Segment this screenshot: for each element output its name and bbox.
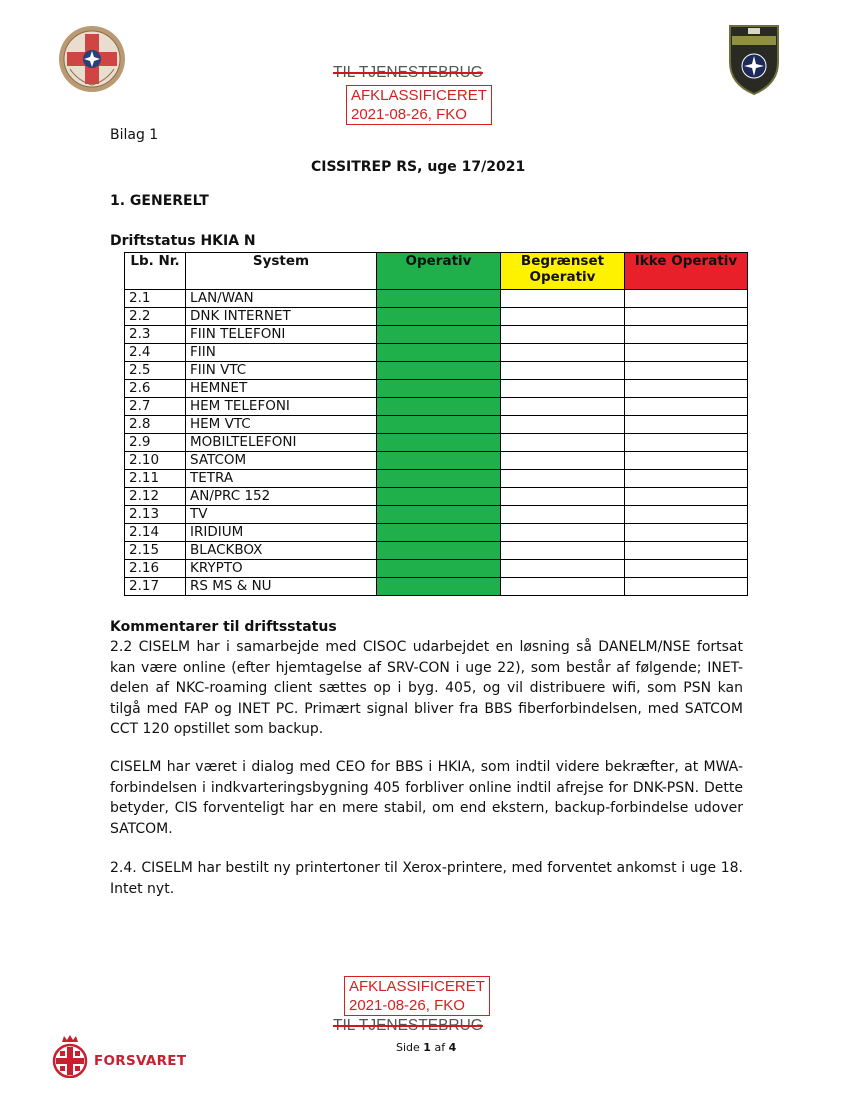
declassified-stamp-top — [346, 85, 492, 125]
row-nr: 2.13 — [125, 506, 186, 524]
table-row — [125, 362, 748, 380]
stamp-line2-bottom: 2021-08-26, FKO — [349, 997, 465, 1014]
row-nr: 2.17 — [125, 578, 186, 596]
row-begraenset-cell — [501, 524, 625, 542]
row-begraenset-cell — [501, 434, 625, 452]
cimic-shield-logo-icon — [58, 25, 126, 93]
row-system: IRIDIUM — [186, 524, 377, 542]
row-operativ-cell — [377, 560, 501, 578]
row-operativ-cell — [377, 380, 501, 398]
row-begraenset-cell — [501, 506, 625, 524]
header-system: System — [186, 253, 377, 290]
table-row — [125, 380, 748, 398]
row-nr: 2.12 — [125, 488, 186, 506]
row-operativ-cell — [377, 398, 501, 416]
row-system: DNK INTERNET — [186, 308, 377, 326]
row-nr: 2.15 — [125, 542, 186, 560]
page-of: af — [434, 1041, 446, 1054]
row-operativ-cell — [377, 506, 501, 524]
table-row — [125, 542, 748, 560]
table-row — [125, 452, 748, 470]
table-row — [125, 578, 748, 596]
header-operativ: Operativ — [377, 253, 501, 290]
row-nr: 2.1 — [125, 290, 186, 308]
page-label: Side — [396, 1041, 420, 1054]
row-begraenset-cell — [501, 578, 625, 596]
row-begraenset-cell — [501, 344, 625, 362]
stamp-line1: AFKLASSIFICERET — [351, 87, 487, 104]
table-row — [125, 488, 748, 506]
row-nr: 2.5 — [125, 362, 186, 380]
status-table — [124, 252, 748, 596]
row-ikke-cell — [625, 344, 748, 362]
row-ikke-cell — [625, 290, 748, 308]
row-operativ-cell — [377, 326, 501, 344]
table-row — [125, 434, 748, 452]
row-system: MOBILTELEFONI — [186, 434, 377, 452]
row-ikke-cell — [625, 560, 748, 578]
row-begraenset-cell — [501, 398, 625, 416]
forsvaret-brand: FORSVARET — [94, 1053, 187, 1069]
table-title: Driftstatus HKIA N — [110, 233, 256, 249]
table-row — [125, 308, 748, 326]
stamp-line2: 2021-08-26, FKO — [351, 106, 467, 123]
row-ikke-cell — [625, 542, 748, 560]
row-begraenset-cell — [501, 488, 625, 506]
row-nr: 2.10 — [125, 452, 186, 470]
row-system: HEM VTC — [186, 416, 377, 434]
row-ikke-cell — [625, 362, 748, 380]
annex-label: Bilag 1 — [110, 127, 159, 143]
row-nr: 2.16 — [125, 560, 186, 578]
row-system: KRYPTO — [186, 560, 377, 578]
table-header-row — [125, 253, 748, 290]
row-system: LAN/WAN — [186, 290, 377, 308]
row-operativ-cell — [377, 416, 501, 434]
row-begraenset-cell — [501, 542, 625, 560]
row-begraenset-cell — [501, 326, 625, 344]
page-number — [396, 1041, 456, 1054]
row-begraenset-cell — [501, 290, 625, 308]
row-ikke-cell — [625, 308, 748, 326]
row-begraenset-cell — [501, 362, 625, 380]
row-operativ-cell — [377, 308, 501, 326]
row-system: SATCOM — [186, 452, 377, 470]
declassified-stamp-bottom — [344, 976, 490, 1016]
row-operativ-cell — [377, 290, 501, 308]
resolute-support-patch-icon — [728, 22, 780, 96]
table-row — [125, 506, 748, 524]
row-ikke-cell — [625, 470, 748, 488]
row-nr: 2.11 — [125, 470, 186, 488]
row-ikke-cell — [625, 524, 748, 542]
row-nr: 2.14 — [125, 524, 186, 542]
row-system: TETRA — [186, 470, 377, 488]
section-heading: 1. GENERELT — [110, 193, 209, 209]
row-begraenset-cell — [501, 470, 625, 488]
row-system: HEMNET — [186, 380, 377, 398]
table-row — [125, 326, 748, 344]
row-operativ-cell — [377, 470, 501, 488]
row-nr: 2.6 — [125, 380, 186, 398]
comment-paragraph-3: 2.4. CISELM har bestilt ny printertoner til Xerox-printere, med forventet ankomst i uge 18. Intet nyt. — [110, 860, 743, 897]
page-current: 1 — [423, 1041, 431, 1054]
document-title: CISSITREP RS, uge 17/2021 — [311, 159, 526, 175]
row-system: AN/PRC 152 — [186, 488, 377, 506]
row-nr: 2.2 — [125, 308, 186, 326]
row-system: FIIN — [186, 344, 377, 362]
row-nr: 2.8 — [125, 416, 186, 434]
row-ikke-cell — [625, 578, 748, 596]
table-row — [125, 290, 748, 308]
classification-strikethrough-bottom: TIL TJENESTEBRUG — [333, 1017, 483, 1034]
row-nr: 2.9 — [125, 434, 186, 452]
stamp-line1-bottom: AFKLASSIFICERET — [349, 978, 485, 995]
row-system: FIIN TELEFONI — [186, 326, 377, 344]
header-lb-nr: Lb. Nr. — [125, 253, 186, 290]
table-row — [125, 524, 748, 542]
row-system: BLACKBOX — [186, 542, 377, 560]
row-begraenset-cell — [501, 416, 625, 434]
row-system: HEM TELEFONI — [186, 398, 377, 416]
row-begraenset-cell — [501, 380, 625, 398]
row-ikke-cell — [625, 416, 748, 434]
row-nr: 2.4 — [125, 344, 186, 362]
row-ikke-cell — [625, 380, 748, 398]
row-operativ-cell — [377, 434, 501, 452]
row-system: FIIN VTC — [186, 362, 377, 380]
header-begraenset: Begrænset Operativ — [501, 253, 625, 290]
row-system: RS MS & NU — [186, 578, 377, 596]
comment-paragraph-2: CISELM har været i dialog med CEO for BBS i HKIA, som indtil videre bekræfter, at MWA-forbindelsen i indkvarteringsbygning 405 forbliver online indtil afrejse for DNK-PSN. Dette betyder, CIS forventeligt har en mere stabil, om end ekstern, backup-forbindelse udover SATCOM. — [110, 759, 743, 837]
table-row — [125, 398, 748, 416]
row-ikke-cell — [625, 326, 748, 344]
row-system: TV — [186, 506, 377, 524]
forsvaret-crown-logo-icon — [50, 1034, 90, 1078]
row-ikke-cell — [625, 434, 748, 452]
row-nr: 2.3 — [125, 326, 186, 344]
table-row — [125, 416, 748, 434]
row-ikke-cell — [625, 506, 748, 524]
row-operativ-cell — [377, 362, 501, 380]
row-operativ-cell — [377, 452, 501, 470]
row-ikke-cell — [625, 488, 748, 506]
row-begraenset-cell — [501, 560, 625, 578]
row-operativ-cell — [377, 542, 501, 560]
table-row — [125, 560, 748, 578]
row-ikke-cell — [625, 452, 748, 470]
row-operativ-cell — [377, 344, 501, 362]
row-operativ-cell — [377, 578, 501, 596]
header-ikke-operativ: Ikke Operativ — [625, 253, 748, 290]
classification-strikethrough-top: TIL TJENESTEBRUG — [333, 64, 483, 81]
page-total: 4 — [448, 1041, 457, 1054]
row-operativ-cell — [377, 524, 501, 542]
row-operativ-cell — [377, 488, 501, 506]
table-row — [125, 470, 748, 488]
row-begraenset-cell — [501, 452, 625, 470]
table-row — [125, 344, 748, 362]
comment-paragraph-1: 2.2 CISELM har i samarbejde med CISOC udarbejdet en løsning så DANELM/NSE fortsat kan være online (efter hjemtagelse af SRV-CON i uge 22), som består af følgende; INET-delen af NKC-roaming client sættes op i byg. 405, og vil distribuere wifi, som PSN kan tilgå med FAP og INET PC. Primært signal bliver fra BBS fiberforbindelsen, med SATCOM CCT 120 opstillet som backup. — [110, 639, 743, 737]
row-nr: 2.7 — [125, 398, 186, 416]
row-ikke-cell — [625, 398, 748, 416]
row-begraenset-cell — [501, 308, 625, 326]
comments-heading: Kommentarer til driftsstatus — [110, 619, 337, 635]
